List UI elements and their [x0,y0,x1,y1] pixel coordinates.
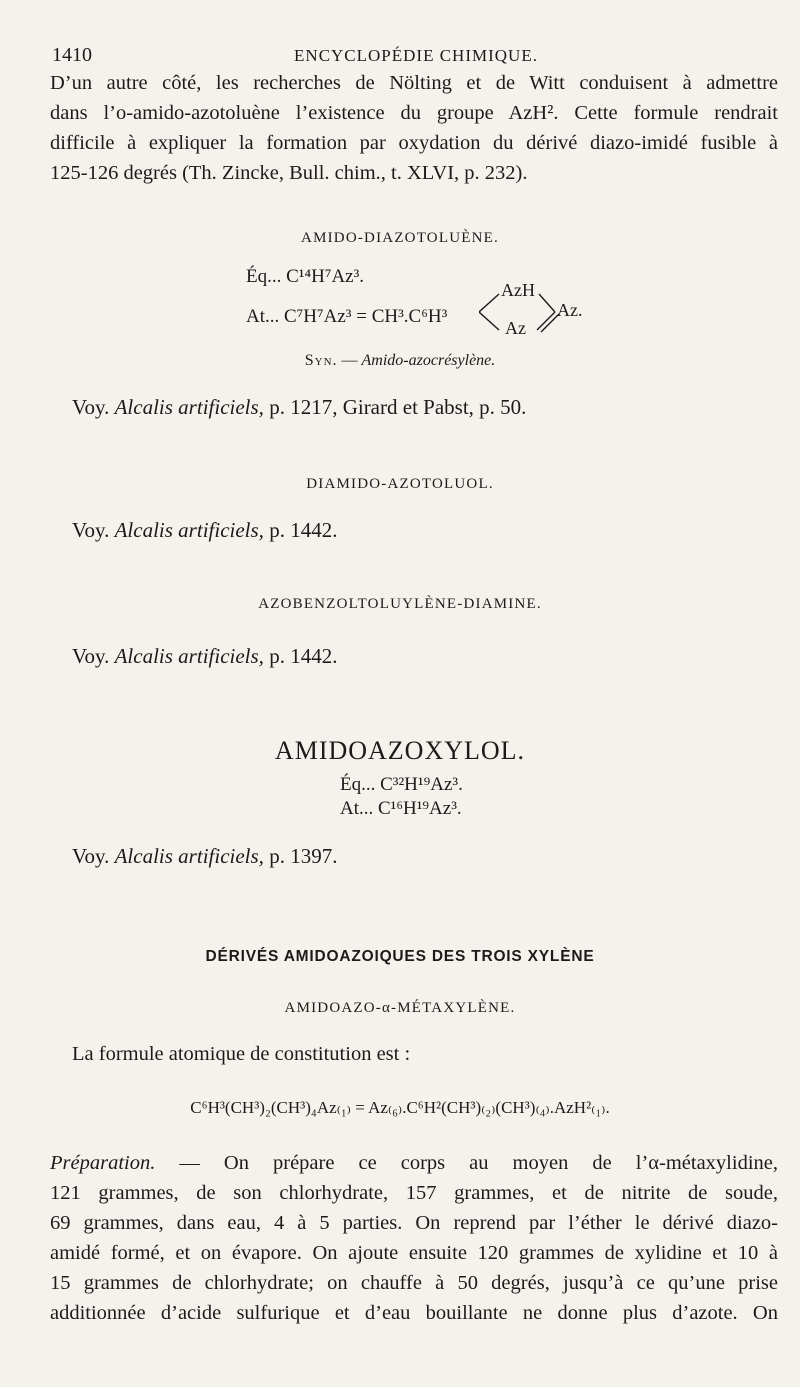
voy-pages: p. 1217, Girard et Pabst, p. 50. [269,395,527,419]
syn-name: Amido-azocrésylène. [361,352,496,369]
running-title: ENCYCLOPÉDIE CHIMIQUE. [294,46,538,65]
at-formula: C⁷H⁷Az³ = CH³.C⁶H³ [284,306,448,327]
eq-label: Éq... [340,774,376,795]
text-line: 121 grammes, de son chlorhydrate, 157 grammes, et de nitrite de soude, [50,1182,778,1204]
at-label: At... [340,798,374,819]
bond-upper-right [539,294,555,312]
section-heading-derives-amidoazoiques: DÉRIVÉS AMIDOAZOIQUES DES TROIS XYLÈNE [205,948,595,965]
voy-reference-1 [72,395,526,420]
preparation-paragraph [50,1148,778,1328]
eq-label: Éq... [246,266,282,287]
ring-right-group: Az. [557,300,583,320]
page-number: 1410 [52,44,92,66]
voy-pages: p. 1397. [269,844,338,868]
syn-dash: — [341,352,358,369]
at-label: At... [246,306,280,327]
text-line: 69 grammes, dans eau, 4 à 5 parties. On reprend par l’éther le dérivé diazo- [50,1212,778,1234]
page-header [52,44,780,70]
voy-pages: p. 1442. [269,518,338,542]
at-formula-row-2 [340,798,462,820]
voy-prefix: Voy. [72,644,110,668]
voy-prefix: Voy. [72,395,110,419]
voy-title: Alcalis artificiels, [114,844,264,868]
ring-top-group: AzH [501,280,535,300]
section-heading-amidoazoxylol: AMIDOAZOXYLOL. [274,736,526,765]
formula-intro: La formule atomique de constitution est : [72,1043,411,1065]
voy-prefix: Voy. [72,518,110,542]
voy-title: Alcalis artificiels, [114,644,264,668]
azo-ring-diagram [479,282,589,342]
syn-label: Syn. [304,352,338,369]
eq-formula: C³²H¹⁹Az³. [380,774,463,795]
eq-formula-row-2 [340,774,463,796]
voy-title: Alcalis artificiels, [114,518,264,542]
section-heading-amido-diazotoluene: AMIDO-DIAZOTOLUÈNE. [301,230,499,246]
section-heading-azobenzoltoluylene-diamine: AZOBENZOLTOLUYLÈNE-DIAMINE. [258,596,542,612]
voy-reference-2 [72,518,337,543]
eq-formula-row [246,266,364,288]
at-formula: C¹⁶H¹⁹Az³. [378,798,462,819]
subheading-amidoazo-metaxylene: AMIDOAZO-α-MÉTAXYLÈNE. [284,1000,516,1016]
ring-bottom-group: Az [505,318,526,338]
eq-formula: C¹⁴H⁷Az³. [286,266,365,287]
text-line [50,1148,778,1178]
preparation-label: Préparation. [50,1152,156,1174]
voy-reference-3 [72,644,337,669]
voy-prefix: Voy. [72,844,110,868]
voy-reference-4 [72,844,337,869]
at-formula-row [246,306,447,328]
section-heading-diamido-azotoluol: DIAMIDO-AZOTOLUOL. [306,476,494,492]
bond-upper-left [479,294,499,312]
voy-title: Alcalis artificiels, [114,395,264,419]
text-line: amidé formé, et on évapore. On ajoute ensuite 120 grammes de xylidine et 10 à [50,1242,778,1264]
intro-paragraph [50,68,778,188]
text-line: 125-126 degrés (Th. Zincke, Bull. chim., t. XLVI, p. 232). [50,162,528,184]
text-line: additionnée d’acide sulfurique et d’eau bouillante ne donne plus d’azote. On [50,1302,778,1324]
text-line: dans l’o-amido-azotoluène l’existence du groupe AzH². Cette formule rendrait [50,102,778,124]
voy-pages: p. 1442. [269,644,338,668]
bond-lower-left [479,312,499,330]
constitution-formula: C⁶H³(CH³)₂(CH³)₄Az₍₁₎ = Az₍₆₎.C⁶H²(CH³)₍₂₎(CH³)₍₄₎.AzH²₍₁₎. [190,1098,610,1117]
synonym-line [0,352,800,370]
text-line: difficile à expliquer la formation par oxydation du dérivé diazo-imidé fusible à [50,132,778,154]
text-line: D’un autre côté, les recherches de Nölting et de Witt conduisent à admettre [50,72,778,94]
text-line: 15 grammes de chlorhydrate; on chauffe à 50 degrés, jusqu’à ce qu’une prise [50,1272,778,1294]
text-fragment: — On prépare ce corps au moyen de l’α-métaxylidine, [155,1152,778,1174]
